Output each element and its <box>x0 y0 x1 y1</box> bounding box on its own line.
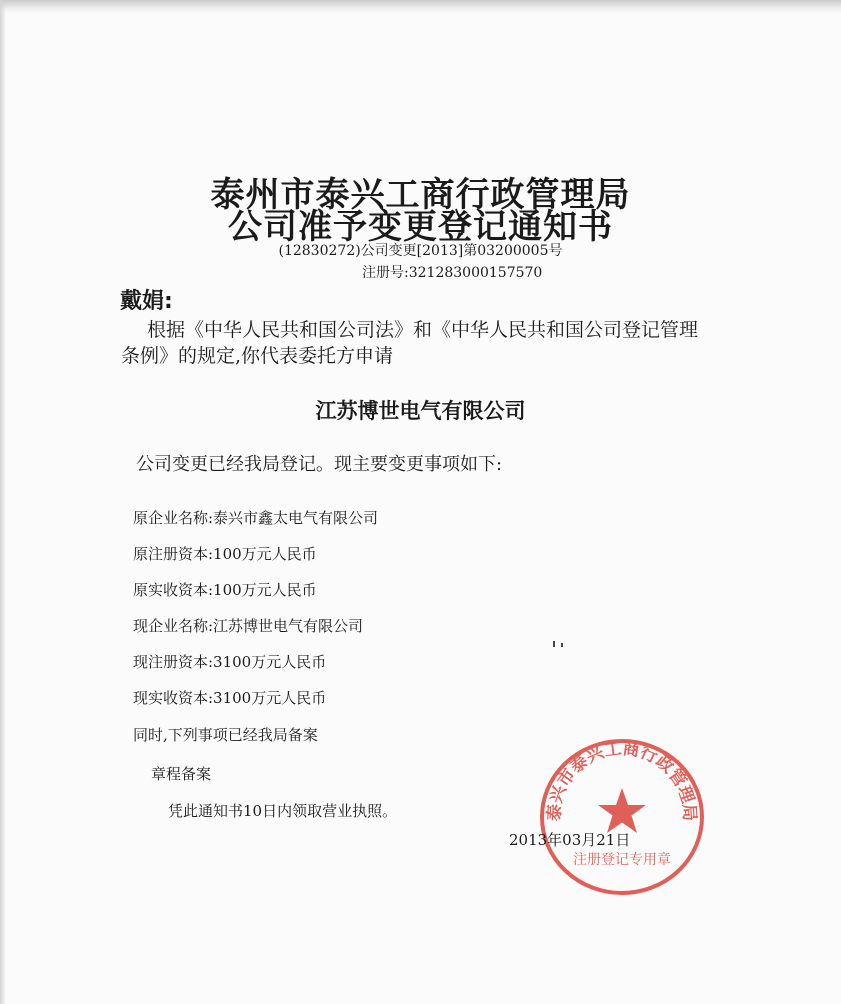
scan-edge-left <box>0 0 6 1004</box>
change-item-current-name: 现企业名称:江苏博世电气有限公司 <box>133 617 364 635</box>
body-text-line-2: 条例》的规定,你代表委托方申请 <box>121 345 394 367</box>
filing-item: 章程备案 <box>151 765 212 783</box>
seal-outer-text: 泰兴市泰兴工商行政管理局 <box>544 738 700 822</box>
document-title-notice: 公司准予变更登记通知书 <box>228 207 613 247</box>
filing-statement: 同时,下列事项已经我局备案 <box>133 726 318 744</box>
scan-edge-top <box>0 0 841 14</box>
company-name: 江苏博世电气有限公司 <box>315 399 526 423</box>
issue-date: 2013年03月21日 <box>509 831 631 849</box>
change-item-current-paid-capital: 现实收资本:3100万元人民币 <box>133 689 327 707</box>
registration-number: 注册号:321283000157570 <box>362 265 543 281</box>
official-seal <box>536 736 708 898</box>
document-title-agency: 泰州市泰兴工商行政管理局 <box>210 175 631 215</box>
change-item-former-registered-capital: 原注册资本:100万元人民币 <box>133 545 317 563</box>
change-item-former-name: 原企业名称:泰兴市鑫太电气有限公司 <box>133 509 379 527</box>
addressee: 戴娟: <box>120 289 173 314</box>
seal-inner-text: 注册登记专用章 <box>573 852 671 868</box>
body-text-line-1: 根据《中华人民共和国公司法》和《中华人民共和国公司登记管理 <box>147 319 699 341</box>
change-statement: 公司变更已经我局登记。现主要变更事项如下: <box>136 454 503 475</box>
scan-speck <box>553 641 555 647</box>
change-item-former-paid-capital: 原实收资本:100万元人民币 <box>133 581 317 599</box>
scan-speck <box>561 643 563 647</box>
pickup-notice: 凭此通知书10日内领取营业执照。 <box>168 802 398 820</box>
seal-star-icon <box>598 788 646 833</box>
change-item-current-registered-capital: 现注册资本:3100万元人民币 <box>133 653 327 671</box>
document-number: (12830272)公司变更[2013]第03200005号 <box>278 243 563 259</box>
